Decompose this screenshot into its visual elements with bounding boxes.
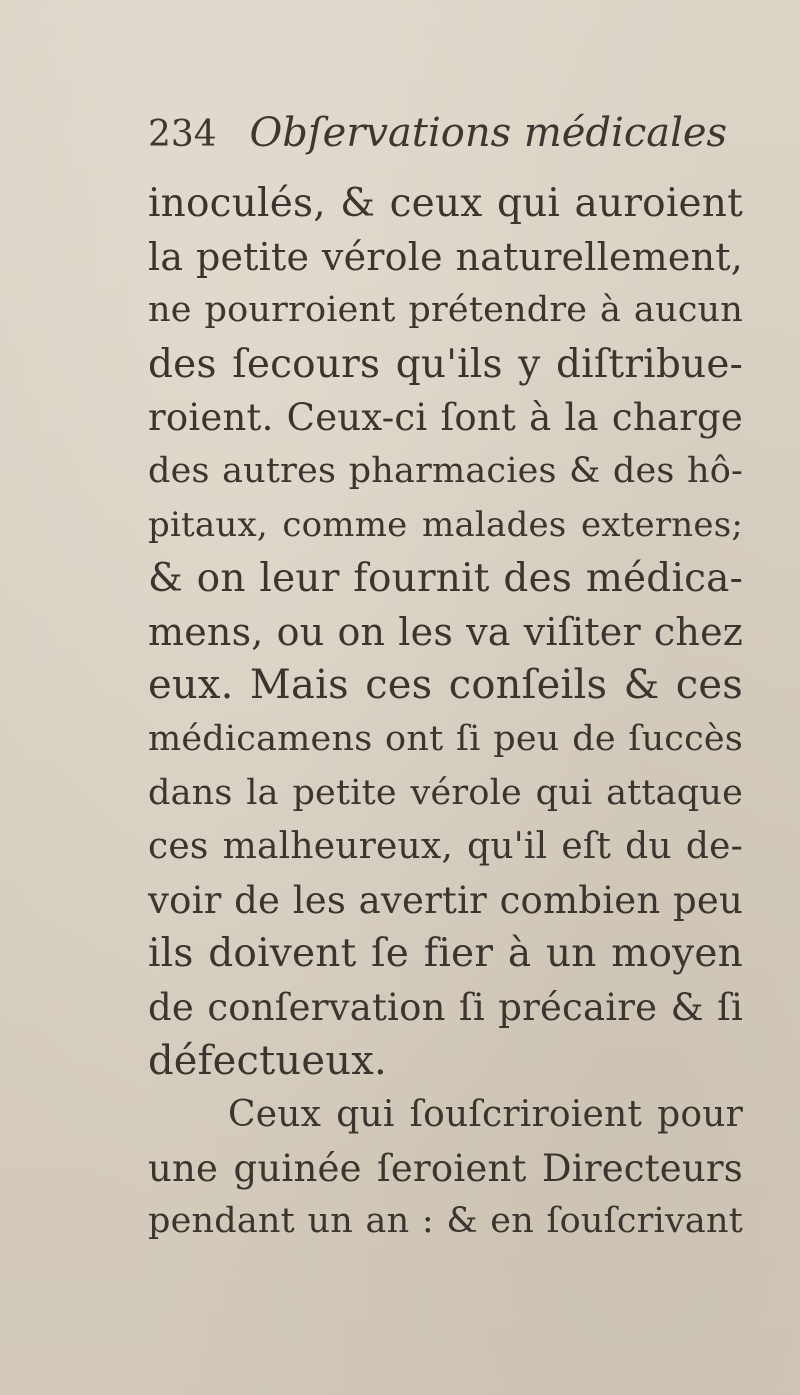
paragraph-start-line: Ceux qui ſouſcriroient pour (228, 1094, 743, 1136)
text-line: dans la petite vérole qui attaque (148, 772, 743, 813)
text-line: pendant un an : & en ſouſcrivant (148, 1201, 743, 1242)
text-line: ils doivent ſe fier à un moyen (148, 931, 743, 977)
paragraph-end-line: défectueux. (148, 1037, 387, 1084)
text-line: des autres pharmacies & des hô- (148, 450, 743, 491)
text-line: pitaux, comme malades externes; (148, 504, 743, 545)
text-line: eux. Mais ces conſeils & ces (148, 662, 743, 709)
running-head (148, 108, 728, 158)
text-line: de conſervation ſi précaire & ſi (148, 985, 743, 1029)
text-line: ne pourroient prétendre à aucun (148, 290, 743, 331)
text-line: inoculés, & ceux qui auroient (148, 181, 743, 226)
text-line: ces malheureux, qu'il eſt du de- (148, 826, 743, 868)
text-line: roient. Ceux-ci ſont à la charge (148, 396, 743, 440)
text-line: voir de les avertir combien peu (148, 878, 743, 922)
text-line: des ſecours qu'ils y diſtribue- (148, 341, 743, 387)
page-number: 234 (148, 114, 217, 155)
text-line: une guinée ſeroient Directeurs (148, 1146, 743, 1190)
running-title: Obſervations médicales (249, 110, 728, 156)
text-line: la petite vérole naturellement, (148, 234, 743, 279)
text-line: & on leur fournit des médica- (148, 556, 743, 602)
text-line: mens, ou on les va viſiter chez (148, 609, 743, 654)
body-text (148, 177, 743, 1249)
text-line: médicamens ont ſi peu de ſuccès (148, 718, 743, 759)
